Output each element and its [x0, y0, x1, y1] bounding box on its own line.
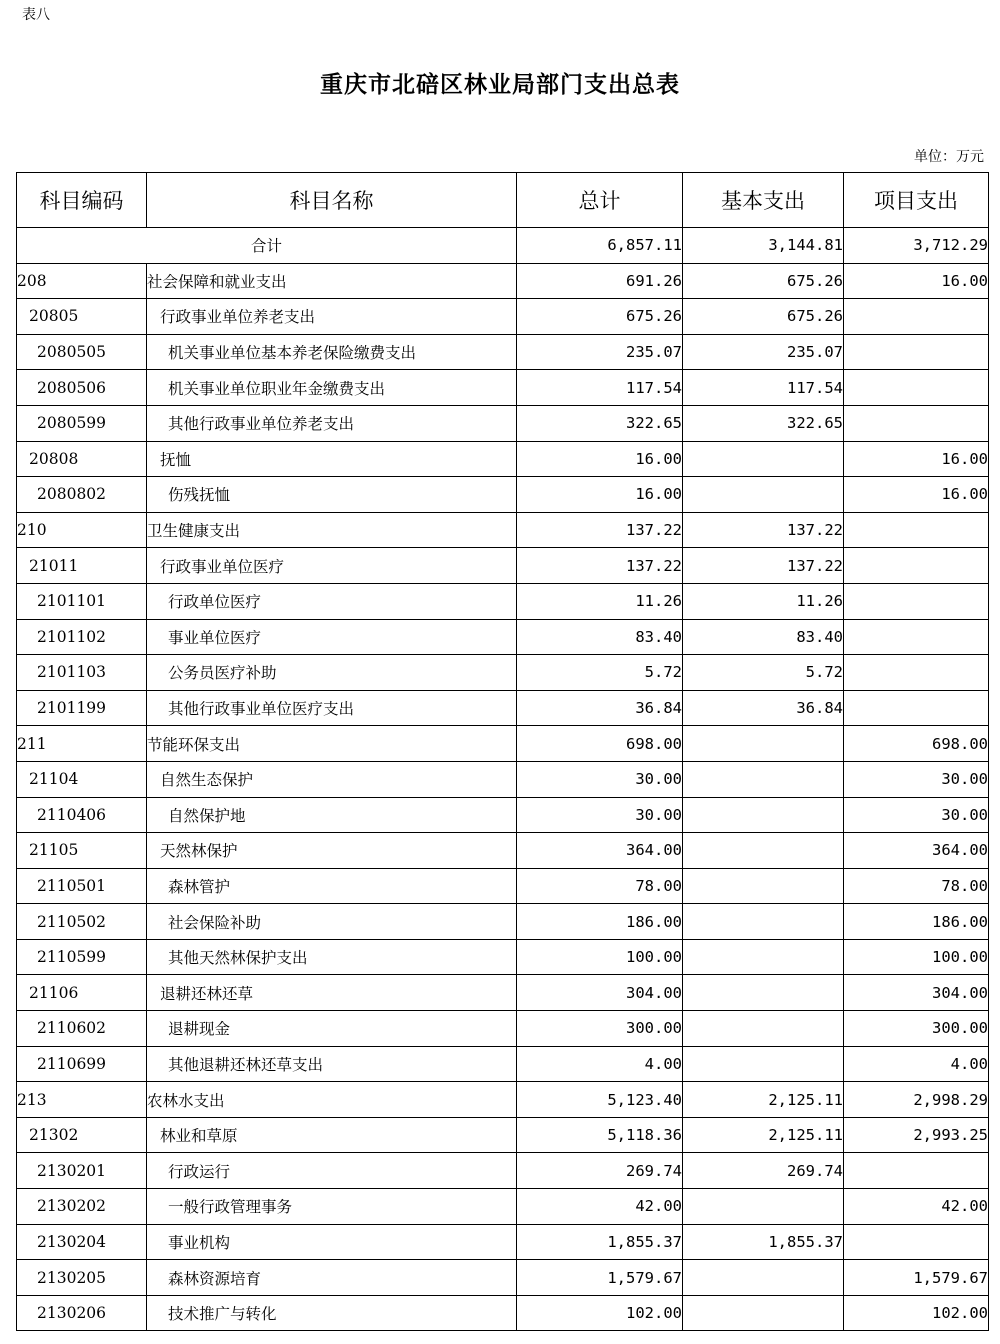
- subject-code: 2080505: [17, 334, 147, 370]
- table-row: [17, 548, 989, 584]
- table-row: [17, 690, 989, 726]
- total-cell: 137.22: [517, 512, 683, 548]
- subject-name: 行政事业单位养老支出: [147, 299, 517, 335]
- project-cell: 100.00: [844, 939, 989, 975]
- project-cell: [844, 690, 989, 726]
- table-row: [17, 1046, 989, 1082]
- subject-code: 2130202: [17, 1189, 147, 1225]
- basic-cell: [683, 1295, 844, 1331]
- page-title: 重庆市北碚区林业局部门支出总表: [320, 71, 680, 98]
- subject-code: 2130204: [17, 1224, 147, 1260]
- subject-code: 20805: [17, 299, 147, 335]
- basic-cell: 83.40: [683, 619, 844, 655]
- header-name: 科目名称: [147, 173, 517, 228]
- subject-code: 2110699: [17, 1046, 147, 1082]
- total-cell: 83.40: [517, 619, 683, 655]
- project-cell: [844, 370, 989, 406]
- project-cell: 30.00: [844, 797, 989, 833]
- subject-code: 213: [17, 1082, 147, 1118]
- subject-name: 抚恤: [147, 441, 517, 477]
- total-cell: 102.00: [517, 1295, 683, 1331]
- total-cell: 186.00: [517, 904, 683, 940]
- basic-cell: 322.65: [683, 405, 844, 441]
- total-cell: 300.00: [517, 1011, 683, 1047]
- basic-cell: [683, 761, 844, 797]
- subject-code: 21302: [17, 1117, 147, 1153]
- subject-name: 社会保障和就业支出: [147, 263, 517, 299]
- subject-code: 2101101: [17, 583, 147, 619]
- total-cell: 137.22: [517, 548, 683, 584]
- project-cell: [844, 1224, 989, 1260]
- total-cell: 4.00: [517, 1046, 683, 1082]
- header-total: 总计: [517, 173, 683, 228]
- subject-name: 机关事业单位职业年金缴费支出: [147, 370, 517, 406]
- basic-cell: 11.26: [683, 583, 844, 619]
- total-cell: 11.26: [517, 583, 683, 619]
- project-cell: 16.00: [844, 477, 989, 513]
- total-cell: 322.65: [517, 405, 683, 441]
- table-row: [17, 1224, 989, 1260]
- subject-name: 其他退耕还林还草支出: [147, 1046, 517, 1082]
- basic-cell: 2,125.11: [683, 1117, 844, 1153]
- table-row: [17, 975, 989, 1011]
- basic-cell: [683, 477, 844, 513]
- table-row: [17, 833, 989, 869]
- total-cell: 117.54: [517, 370, 683, 406]
- subject-name: 事业机构: [147, 1224, 517, 1260]
- project-cell: 1,579.67: [844, 1260, 989, 1296]
- project-cell: [844, 1153, 989, 1189]
- basic-cell: 269.74: [683, 1153, 844, 1189]
- total-cell: 5,118.36: [517, 1117, 683, 1153]
- basic-cell: 2,125.11: [683, 1082, 844, 1118]
- project-cell: 4.00: [844, 1046, 989, 1082]
- subject-name: 其他天然林保护支出: [147, 939, 517, 975]
- table-row: [17, 583, 989, 619]
- subject-name: 森林管护: [147, 868, 517, 904]
- subject-code: 2080802: [17, 477, 147, 513]
- project-cell: [844, 299, 989, 335]
- subject-name: 公务员医疗补助: [147, 655, 517, 691]
- header-basic: 基本支出: [683, 173, 844, 228]
- table-row: [17, 1082, 989, 1118]
- subject-name: 行政运行: [147, 1153, 517, 1189]
- subject-name: 森林资源培育: [147, 1260, 517, 1296]
- subject-code: 2110599: [17, 939, 147, 975]
- subject-code: 2080506: [17, 370, 147, 406]
- subject-name: 退耕现金: [147, 1011, 517, 1047]
- subject-name: 自然保护地: [147, 797, 517, 833]
- subject-code: 20808: [17, 441, 147, 477]
- project-cell: 16.00: [844, 441, 989, 477]
- subject-code: 2101102: [17, 619, 147, 655]
- total-cell: 36.84: [517, 690, 683, 726]
- project-cell: 186.00: [844, 904, 989, 940]
- subject-code: 211: [17, 726, 147, 762]
- basic-cell: 117.54: [683, 370, 844, 406]
- project-cell: [844, 512, 989, 548]
- total-row: [17, 228, 989, 264]
- subject-code: 2130206: [17, 1295, 147, 1331]
- total-cell: 42.00: [517, 1189, 683, 1225]
- basic-cell: 235.07: [683, 334, 844, 370]
- table-row: [17, 726, 989, 762]
- project-cell: [844, 583, 989, 619]
- basic-cell: 675.26: [683, 263, 844, 299]
- table-row: [17, 655, 989, 691]
- total-amount: 6,857.11: [517, 228, 683, 264]
- table-row: [17, 619, 989, 655]
- subject-name: 机关事业单位基本养老保险缴费支出: [147, 334, 517, 370]
- total-label: 合计: [17, 228, 517, 264]
- total-cell: 16.00: [517, 477, 683, 513]
- subject-name: 农林水支出: [147, 1082, 517, 1118]
- basic-cell: [683, 904, 844, 940]
- table-row: [17, 868, 989, 904]
- project-cell: [844, 619, 989, 655]
- total-cell: 16.00: [517, 441, 683, 477]
- project-cell: 30.00: [844, 761, 989, 797]
- subject-code: 2080599: [17, 405, 147, 441]
- subject-code: 21105: [17, 833, 147, 869]
- table-row: [17, 1011, 989, 1047]
- table-number: 表八: [22, 7, 50, 23]
- header-project: 项目支出: [844, 173, 989, 228]
- subject-name: 事业单位医疗: [147, 619, 517, 655]
- subject-name: 卫生健康支出: [147, 512, 517, 548]
- table-row: [17, 761, 989, 797]
- basic-cell: [683, 868, 844, 904]
- basic-cell: [683, 797, 844, 833]
- project-cell: [844, 548, 989, 584]
- subject-name: 一般行政管理事务: [147, 1189, 517, 1225]
- subject-name: 行政事业单位医疗: [147, 548, 517, 584]
- unit-label: 单位：万元: [914, 149, 984, 165]
- basic-cell: 675.26: [683, 299, 844, 335]
- total-cell: 1,855.37: [517, 1224, 683, 1260]
- header-code: 科目编码: [17, 173, 147, 228]
- table-row: [17, 405, 989, 441]
- subject-code: 2130205: [17, 1260, 147, 1296]
- table-row: [17, 334, 989, 370]
- subject-code: 2110501: [17, 868, 147, 904]
- total-cell: 78.00: [517, 868, 683, 904]
- project-cell: 300.00: [844, 1011, 989, 1047]
- subject-code: 2110502: [17, 904, 147, 940]
- subject-code: 21011: [17, 548, 147, 584]
- basic-cell: 1,855.37: [683, 1224, 844, 1260]
- table-row: [17, 477, 989, 513]
- total-cell: 235.07: [517, 334, 683, 370]
- table-row: [17, 797, 989, 833]
- total-basic: 3,144.81: [683, 228, 844, 264]
- project-cell: 102.00: [844, 1295, 989, 1331]
- table-row: [17, 939, 989, 975]
- subject-code: 2130201: [17, 1153, 147, 1189]
- total-cell: 5.72: [517, 655, 683, 691]
- project-cell: 698.00: [844, 726, 989, 762]
- project-cell: [844, 405, 989, 441]
- subject-name: 其他行政事业单位养老支出: [147, 405, 517, 441]
- total-cell: 30.00: [517, 797, 683, 833]
- subject-code: 210: [17, 512, 147, 548]
- total-cell: 269.74: [517, 1153, 683, 1189]
- total-cell: 30.00: [517, 761, 683, 797]
- basic-cell: 137.22: [683, 548, 844, 584]
- project-cell: 304.00: [844, 975, 989, 1011]
- header-row: [17, 173, 989, 228]
- total-cell: 364.00: [517, 833, 683, 869]
- project-cell: [844, 655, 989, 691]
- table-row: [17, 299, 989, 335]
- basic-cell: [683, 1046, 844, 1082]
- subject-name: 自然生态保护: [147, 761, 517, 797]
- subject-name: 节能环保支出: [147, 726, 517, 762]
- project-cell: [844, 334, 989, 370]
- subject-code: 2101103: [17, 655, 147, 691]
- total-cell: 1,579.67: [517, 1260, 683, 1296]
- subject-name: 技术推广与转化: [147, 1295, 517, 1331]
- subject-code: 2110602: [17, 1011, 147, 1047]
- project-cell: 364.00: [844, 833, 989, 869]
- total-cell: 100.00: [517, 939, 683, 975]
- total-cell: 698.00: [517, 726, 683, 762]
- table-row: [17, 1295, 989, 1331]
- total-cell: 675.26: [517, 299, 683, 335]
- subject-name: 行政单位医疗: [147, 583, 517, 619]
- table-row: [17, 1117, 989, 1153]
- total-cell: 691.26: [517, 263, 683, 299]
- basic-cell: [683, 441, 844, 477]
- total-project: 3,712.29: [844, 228, 989, 264]
- total-cell: 304.00: [517, 975, 683, 1011]
- table-row: [17, 512, 989, 548]
- total-cell: 5,123.40: [517, 1082, 683, 1118]
- subject-name: 其他行政事业单位医疗支出: [147, 690, 517, 726]
- project-cell: 78.00: [844, 868, 989, 904]
- basic-cell: [683, 939, 844, 975]
- basic-cell: 5.72: [683, 655, 844, 691]
- subject-code: 2101199: [17, 690, 147, 726]
- subject-code: 2110406: [17, 797, 147, 833]
- subject-name: 天然林保护: [147, 833, 517, 869]
- basic-cell: 137.22: [683, 512, 844, 548]
- table-row: [17, 1189, 989, 1225]
- table-row: [17, 370, 989, 406]
- project-cell: 42.00: [844, 1189, 989, 1225]
- table-row: [17, 1260, 989, 1296]
- subject-name: 退耕还林还草: [147, 975, 517, 1011]
- expenditure-table: [16, 172, 989, 1331]
- table-row: [17, 1153, 989, 1189]
- subject-code: 21104: [17, 761, 147, 797]
- subject-name: 社会保险补助: [147, 904, 517, 940]
- basic-cell: [683, 726, 844, 762]
- basic-cell: [683, 1011, 844, 1047]
- project-cell: 2,998.29: [844, 1082, 989, 1118]
- project-cell: 16.00: [844, 263, 989, 299]
- table-row: [17, 263, 989, 299]
- basic-cell: [683, 1189, 844, 1225]
- table-body: [17, 228, 989, 1331]
- basic-cell: [683, 833, 844, 869]
- subject-name: 林业和草原: [147, 1117, 517, 1153]
- subject-code: 21106: [17, 975, 147, 1011]
- basic-cell: 36.84: [683, 690, 844, 726]
- subject-name: 伤残抚恤: [147, 477, 517, 513]
- subject-code: 208: [17, 263, 147, 299]
- basic-cell: [683, 975, 844, 1011]
- basic-cell: [683, 1260, 844, 1296]
- table-row: [17, 904, 989, 940]
- project-cell: 2,993.25: [844, 1117, 989, 1153]
- table-row: [17, 441, 989, 477]
